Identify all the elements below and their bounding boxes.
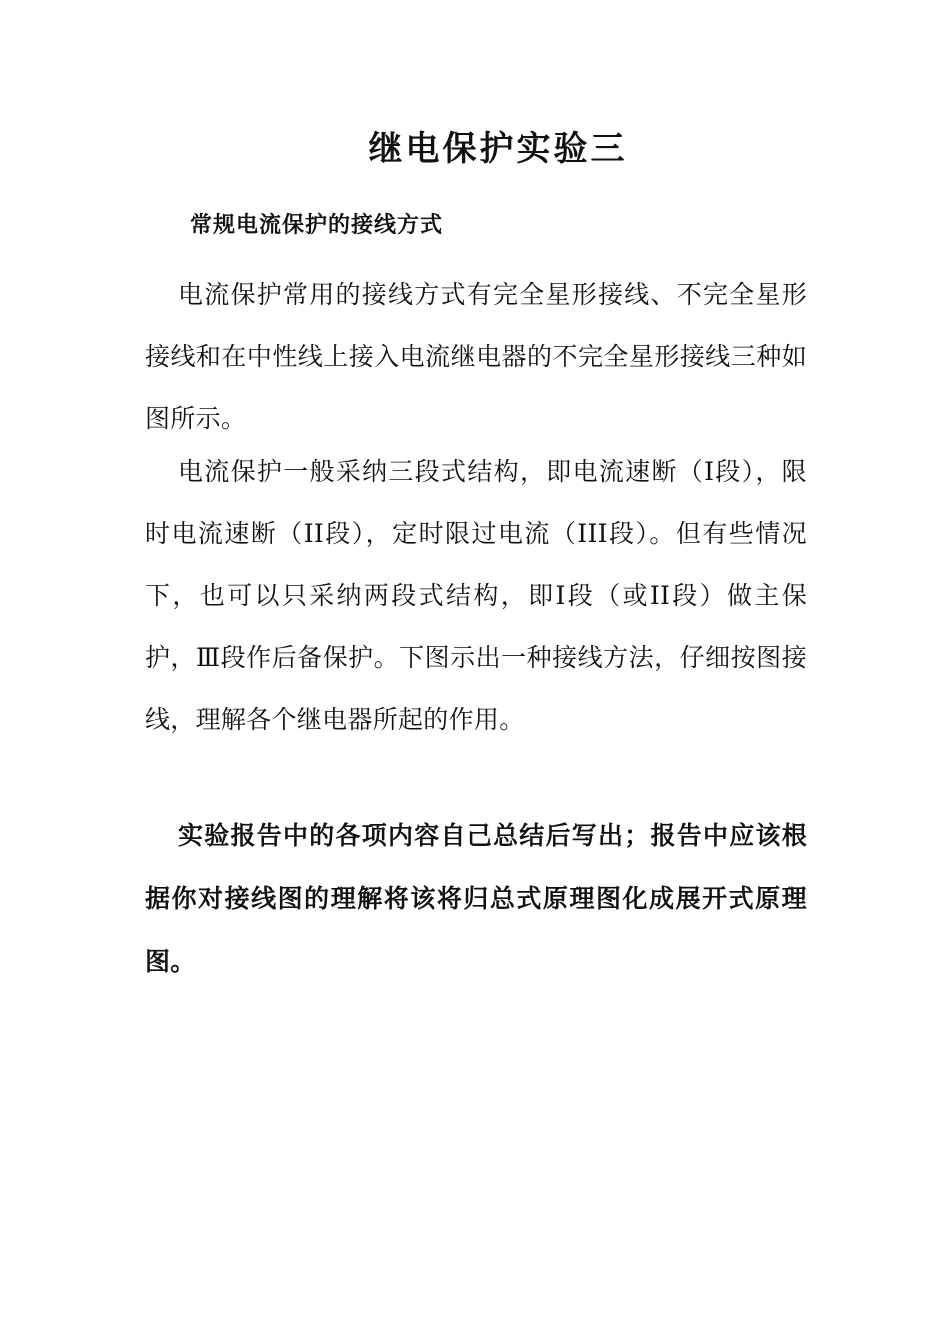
- paragraph-wiring-methods: 电流保护常用的接线方式有完全星形接线、不完全星形接线和在中性线上接入电流继电器的不完全星形接线三种如图所示。: [145, 280, 807, 433]
- paragraph-report-requirements: 实验报告中的各项内容自己总结后写出；报告中应该根据你对接线图的理解将该将归总式原理图化成展开式原理图。: [145, 821, 807, 976]
- section-subtitle: 常规电流保护的接线方式: [190, 212, 444, 238]
- paragraph-three-stage-structure: 电流保护一般采纳三段式结构，即电流速断（I段），限时电流速断（II段），定时限过电流（III段）。但有些情况下，也可以只采纳两段式结构，即I段（或II段）做主保护，Ⅲ段作后备保护。下图示出一种接线方法，仔细按图接线，理解各个继电器所起的作用。: [145, 457, 807, 734]
- document-title: 继电保护实验三: [368, 129, 628, 169]
